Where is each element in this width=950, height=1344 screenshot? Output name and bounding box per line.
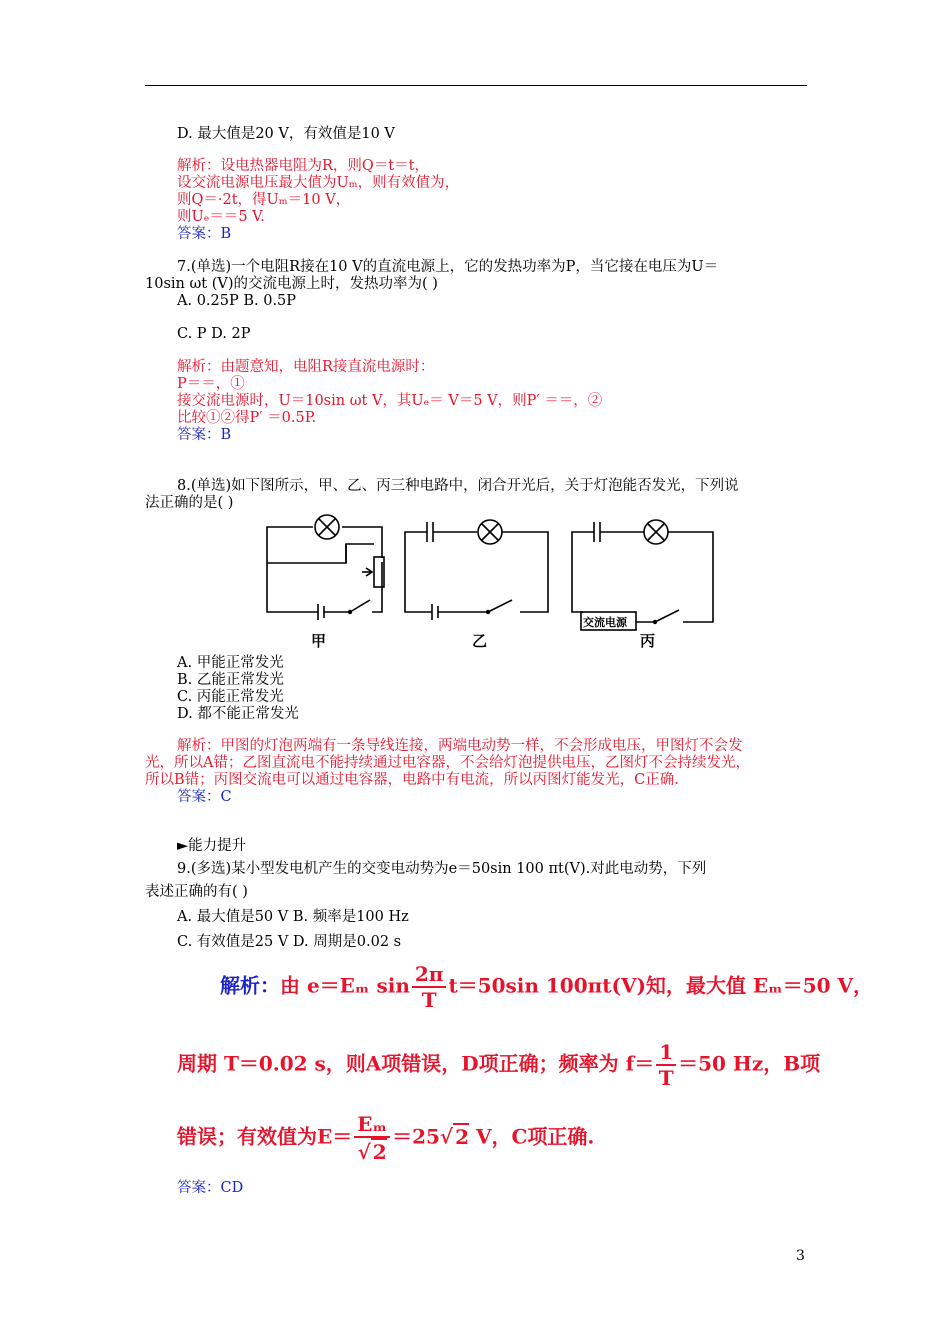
q9-answer: 答案：CD <box>177 1180 244 1196</box>
fraction-1-over-T: $\frac{1}{T}$ <box>656 1040 676 1090</box>
analysis-label: 解析： <box>220 973 280 998</box>
q6-analysis-2: 设交流电源电压最大值为Uₘ，则有效值为， <box>177 175 460 191</box>
q8-analysis-3: 所以B错；丙图交流电可以通过电容器，电路中有电流，所以丙图灯能发光，C正确. <box>145 772 679 788</box>
q8-stem-2: 法正确的是( ) <box>145 495 234 511</box>
label-jia: 甲 <box>311 632 327 650</box>
q6-analysis-3: 则Q＝·2t，得Uₘ＝10 V， <box>177 192 351 208</box>
q9-analysis-line-3: 错误；有效值为E＝ $\frac{\text{Eₘ}}{√ 2}$ ＝25√ 2 V，C项正确. <box>177 1112 595 1164</box>
q7-options-cd: C. P D. 2P <box>177 326 251 342</box>
label-bing: 丙 <box>640 632 656 650</box>
q6-answer: 答案：B <box>177 226 232 242</box>
q9-analysis-line-2: 周期 T＝0.02 s，则A项错误，D项正确；频率为 f＝ $\frac{1}{T}$ ＝50 Hz，B项 <box>177 1040 821 1090</box>
ac-source-label: 交流电源 <box>583 616 627 629</box>
q9-stem-1: 9.(多选)某小型发电机产生的交变电动势为e＝50sin 100 πt(V).对此电动势，下列 <box>177 861 707 877</box>
q7-stem-2: 10sin ωt (V)的交流电源上时，发热功率为( ) <box>145 276 438 292</box>
q7-answer: 答案：B <box>177 427 232 443</box>
page-number: 3 <box>796 1248 805 1264</box>
q8-option-a: A. 甲能正常发光 <box>177 655 284 671</box>
q9-stem-2: 表述正确的有( ) <box>145 884 248 900</box>
q8-analysis-1: 解析：甲图的灯泡两端有一条导线连接，两端电动势一样，不会形成电压，甲图灯不会发 <box>177 738 743 754</box>
q6-analysis-4: 则Uₑ＝＝5 V. <box>177 209 265 225</box>
q8-analysis-2: 光，所以A错；乙图直流电不能持续通过电容器，不会给灯泡提供电压，乙图灯不会持续发光， <box>145 755 750 771</box>
q9-options-cd: C. 有效值是25 V D. 周期是0.02 s <box>177 934 402 950</box>
section-heading: ►能力提升 <box>177 838 247 854</box>
q9-analysis-line-1: 解析：由 e＝Eₘ sin $\frac{2\pi}{T}$ t＝50sin 100πt(V)知，最大值 Eₘ＝50 V， <box>220 962 874 1012</box>
q8-answer: 答案：C <box>177 789 232 805</box>
label-yi: 乙 <box>472 632 488 650</box>
q8-option-d: D. 都不能正常发光 <box>177 706 299 722</box>
q7-analysis-1: 解析：由题意知，电阻R接直流电源时： <box>177 359 435 375</box>
q8-option-b: B. 乙能正常发光 <box>177 672 284 688</box>
q7-options-ab: A. 0.25P B. 0.5P <box>177 293 297 309</box>
q8-option-c: C. 丙能正常发光 <box>177 689 284 705</box>
fraction-2pi-over-T: $\frac{2\pi}{T}$ <box>412 962 447 1012</box>
q8-stem-1: 8.(单选)如下图所示，甲、乙、丙三种电路中，闭合开光后，关于灯泡能否发光，下列说 <box>177 478 739 494</box>
q6-option-d: D. 最大值是20 V，有效值是10 V <box>177 126 395 142</box>
q7-stem-1: 7.(单选)一个电阻R接在10 V的直流电源上，它的发热功率为P，当它接在电压为U＝ <box>177 259 719 275</box>
q7-analysis-3: 接交流电源时，U＝10sin ωt V，其Uₑ＝ V＝5 V，则P′ ＝＝，② <box>177 393 603 409</box>
q7-analysis-2: P＝＝，① <box>177 376 245 392</box>
q7-analysis-4: 比较①②得P′ ＝0.5P. <box>177 410 317 426</box>
q9-options-ab: A. 最大值是50 V B. 频率是100 Hz <box>177 909 409 925</box>
fraction-Em-over-sqrt2: $\frac{\text{Eₘ}}{√ 2}$ <box>354 1112 390 1164</box>
q6-analysis-1: 解析：设电热器电阻为R，则Q＝t＝t， <box>177 158 429 174</box>
